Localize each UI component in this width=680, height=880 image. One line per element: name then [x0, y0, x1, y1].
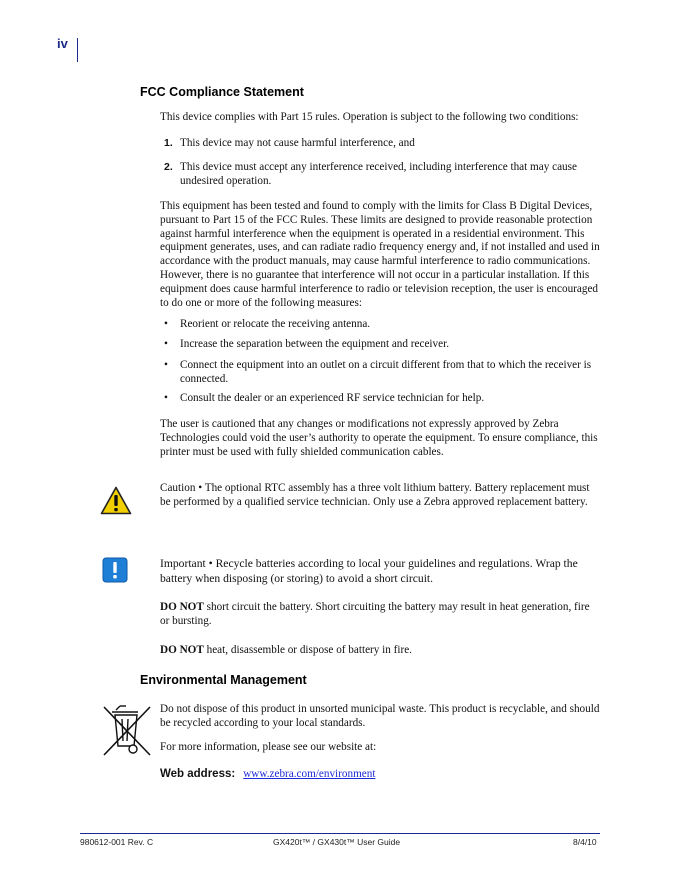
measure-item — [160, 359, 600, 387]
measure-item — [160, 318, 600, 332]
environment-link[interactable]: www.zebra.com/environment — [243, 768, 376, 780]
fcc-intro: This device complies with Part 15 rules. Operation is subject to the following two conditions: — [160, 111, 579, 123]
important-note: Important • Recycle batteries according to local your guidelines and regulations. Wrap the battery when disposing (or storing) to avoid a short circuit. — [160, 557, 578, 585]
do-not-heat-warning — [160, 644, 600, 658]
web-address-label: Web address: — [160, 768, 236, 780]
page-number: iv — [57, 36, 68, 51]
bullet: • — [164, 318, 168, 330]
condition-number: 2. — [164, 161, 173, 173]
do-not-label: DO NOT — [160, 644, 204, 656]
disposal-note: Do not dispose of this product in unsorted municipal waste. This product is recyclable, and should be recycled according to your local standards. — [160, 703, 600, 729]
important-exclamation-icon — [102, 557, 128, 583]
do-not-label: DO NOT — [160, 601, 204, 613]
footer-date: 8/4/10 — [573, 837, 597, 847]
measure-item — [160, 392, 600, 406]
measure-item — [160, 338, 600, 352]
bullet: • — [164, 338, 168, 350]
footer-title: GX420t™ / GX430t™ User Guide — [273, 837, 401, 847]
page-number-divider — [77, 38, 78, 62]
fcc-paragraph: This equipment has been tested and found to comply with the limits for Class B Digital Devices, pursuant to Part 15 of the FCC Rules. These limits are designed to provide reasonable protection against harmful interference when the equipment is operated in a residential environment. This equipment generates, uses, and can radiate radio frequency energy and, if not installed and used in accordance with the product manuals, may cause harmful interference to radio communications. However, there is no guarantee that interference will not occur in a particular installation. If this equipment does cause harmful interference to radio or television reception, the user is encouraged to do one or more of the following measures: — [160, 200, 600, 309]
bullet: • — [164, 392, 168, 404]
fcc-heading: FCC Compliance Statement — [140, 85, 304, 99]
web-address-line — [160, 768, 600, 782]
more-info-note: For more information, please see our website at: — [160, 741, 377, 753]
condition-2 — [160, 161, 600, 189]
measure-text: Connect the equipment into an outlet on a circuit different from that to which the receiver is connected. — [180, 359, 592, 385]
footer-divider — [80, 833, 600, 834]
footer-doc-number: 980612-001 Rev. C — [80, 837, 154, 847]
condition-number: 1. — [164, 137, 173, 149]
caution-note: Caution • The optional RTC assembly has a three volt lithium battery. Battery replacement must be performed by a qualified service technician. Only use a Zebra approved replacement battery. — [160, 482, 590, 508]
condition-text: This device must accept any interference received, including interference that may cause undesired operation. — [180, 161, 577, 187]
warning-triangle-icon — [100, 486, 132, 515]
measure-text: Consult the dealer or an experienced RF service technician for help. — [180, 392, 485, 404]
bullet: • — [164, 359, 168, 371]
measure-text: Increase the separation between the equipment and receiver. — [180, 338, 449, 350]
condition-text: This device may not cause harmful interference, and — [180, 137, 415, 149]
warning-text: heat, disassemble or dispose of battery in fire. — [203, 644, 412, 656]
environment-heading: Environmental Management — [140, 673, 307, 687]
measure-text: Reorient or relocate the receiving antenna. — [180, 318, 371, 330]
warning-text: short circuit the battery. Short circuiting the battery may result in heat generation, fire or bursting. — [160, 601, 590, 627]
do-not-short-circuit-warning — [160, 601, 600, 629]
crossed-out-wheelie-bin-icon — [100, 703, 154, 759]
condition-1 — [160, 137, 600, 151]
fcc-caution-paragraph: The user is cautioned that any changes or modifications not expressly approved by Zebra Technologies could void the user’s authority to operate the equipment. To ensure compliance, this printer must be used with fully shielded communication cables. — [160, 418, 598, 458]
